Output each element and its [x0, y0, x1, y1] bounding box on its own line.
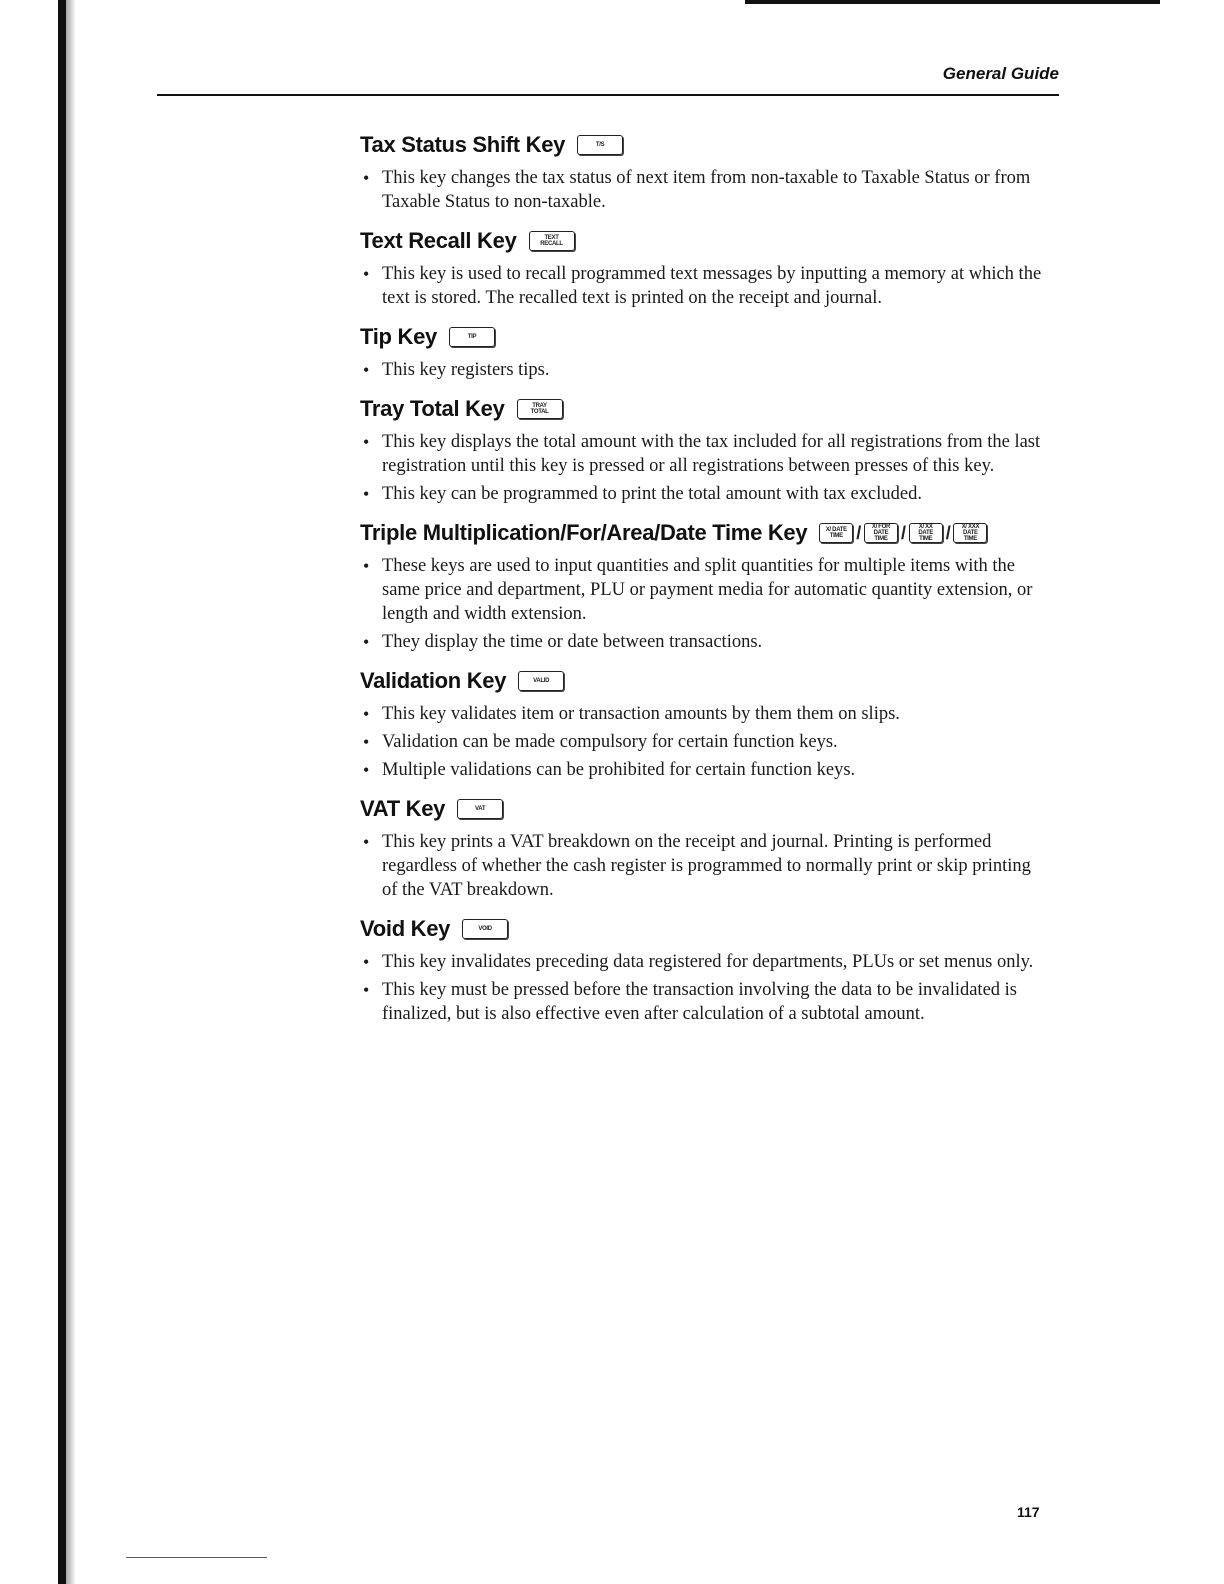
section-heading — [360, 396, 1050, 422]
bullet-item: • Validation can be made compulsory for certain function keys. — [360, 730, 1050, 754]
keycap-icon: T/S — [577, 135, 623, 155]
bullet-list — [360, 166, 1050, 214]
key-section — [360, 396, 1050, 506]
page-number: 117 — [1017, 1504, 1040, 1520]
bottom-rule — [126, 1557, 267, 1558]
section-title: Text Recall Key — [360, 228, 517, 253]
key-section — [360, 668, 1050, 782]
bullet-item: • These keys are used to input quantities and split quantities for multiple items with the same price and department, PLU or payment media for automatic quantity extension, or length and width extension. — [360, 554, 1050, 626]
keycap-group — [462, 919, 508, 939]
bullet-list — [360, 262, 1050, 310]
bullet-item: • This key must be pressed before the transaction involving the data to be invalidated is finalized, but is also effective even after calculation of a subtotal amount. — [360, 978, 1050, 1026]
bullet-item: • Multiple validations can be prohibited for certain function keys. — [360, 758, 1050, 782]
page-binding-edge — [58, 0, 66, 1584]
keycap-group — [457, 799, 503, 819]
keycap-icon: VOID — [462, 919, 508, 939]
bullet-item: • This key can be programmed to print the total amount with tax excluded. — [360, 482, 1050, 506]
section-title: Triple Multiplication/For/Area/Date Time Key — [360, 520, 808, 545]
key-section — [360, 796, 1050, 902]
key-section — [360, 324, 1050, 382]
section-heading — [360, 132, 1050, 158]
bullet-item: • This key prints a VAT breakdown on the receipt and journal. Printing is performed regardless of whether the cash register is programmed to normally print or skip printing of the VAT breakdown. — [360, 830, 1050, 902]
section-heading — [360, 796, 1050, 822]
bullet-list — [360, 950, 1050, 1026]
section-title: Void Key — [360, 916, 451, 941]
keycap-icon: TRAY TOTAL — [517, 399, 563, 419]
section-heading — [360, 520, 1050, 546]
section-heading — [360, 228, 1050, 254]
page-content — [360, 132, 1050, 1040]
key-section — [360, 916, 1050, 1026]
keycap-group — [577, 135, 623, 155]
section-title: Tray Total Key — [360, 396, 505, 421]
bullet-item: • This key validates item or transaction amounts by them them on slips. — [360, 702, 1050, 726]
binding-shadow — [66, 0, 76, 1584]
key-separator: / — [945, 522, 951, 543]
keycap-icon: X/ FOR DATE TIME — [864, 523, 898, 543]
bullet-item: • This key registers tips. — [360, 358, 1050, 382]
header-rule — [157, 94, 1059, 96]
section-title: Validation Key — [360, 668, 507, 693]
key-section — [360, 228, 1050, 310]
key-section — [360, 132, 1050, 214]
keycap-icon: VALID — [518, 671, 564, 691]
section-title: VAT Key — [360, 796, 446, 821]
section-title: Tip Key — [360, 324, 437, 349]
keycap-icon: X/ XXX DATE TIME — [953, 523, 987, 543]
bullet-list — [360, 702, 1050, 782]
keycap-icon: X/ XX DATE TIME — [909, 523, 943, 543]
top-edge-rule — [745, 0, 1160, 4]
bullet-list — [360, 830, 1050, 902]
key-separator: / — [856, 522, 861, 543]
keycap-icon: X/ DATE TIME — [819, 523, 853, 543]
keycap-group — [819, 523, 987, 544]
bullet-item: • They display the time or date between transactions. — [360, 630, 1050, 654]
key-section — [360, 520, 1050, 654]
bullet-list — [360, 358, 1050, 382]
section-heading — [360, 668, 1050, 694]
bullet-list — [360, 554, 1050, 654]
bullet-item: • This key is used to recall programmed text messages by inputting a memory at which the text is stored. The recalled text is printed on the receipt and journal. — [360, 262, 1050, 310]
section-heading — [360, 916, 1050, 942]
bullet-item: • This key invalidates preceding data registered for departments, PLUs or set menus only. — [360, 950, 1050, 974]
running-header: General Guide — [942, 64, 1059, 83]
section-title: Tax Status Shift Key — [360, 132, 566, 157]
bullet-item: • This key displays the total amount with the tax included for all registrations from the last registration until this key is pressed or all registrations between presses of this key. — [360, 430, 1050, 478]
keycap-group — [529, 231, 575, 251]
key-separator: / — [900, 522, 906, 543]
bullet-item: • This key changes the tax status of next item from non-taxable to Taxable Status or from Taxable Status to non-taxable. — [360, 166, 1050, 214]
keycap-icon: TIP — [449, 327, 495, 347]
keycap-group — [517, 399, 563, 419]
keycap-icon: TEXT RECALL — [529, 231, 575, 251]
keycap-icon: VAT — [457, 799, 503, 819]
bullet-list — [360, 430, 1050, 506]
keycap-group — [449, 327, 495, 347]
section-heading — [360, 324, 1050, 350]
keycap-group — [518, 671, 564, 691]
